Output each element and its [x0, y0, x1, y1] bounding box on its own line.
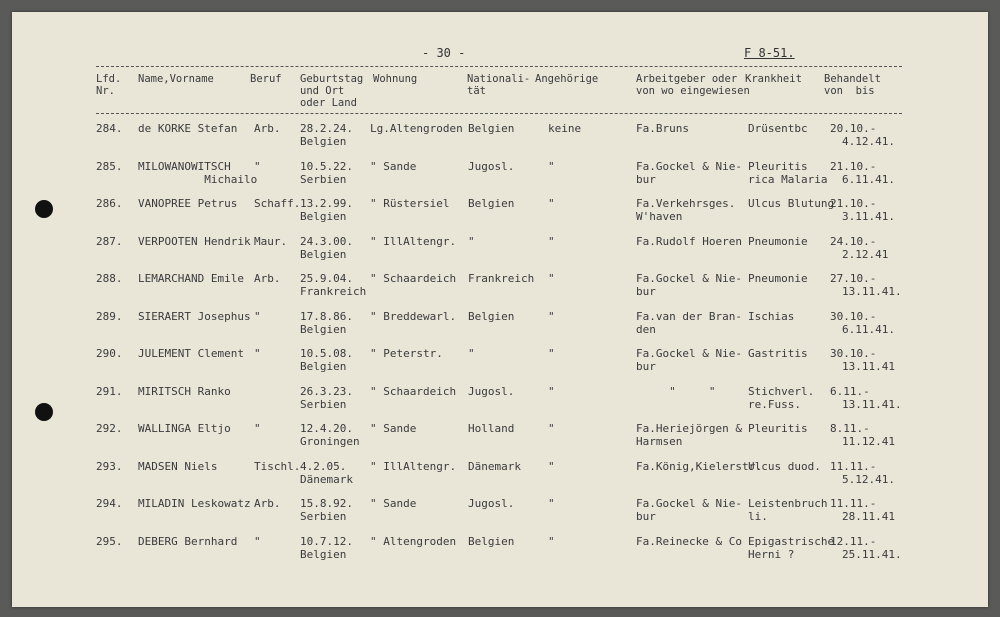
row-number: 289. — [96, 309, 123, 323]
row-nationalitaet: Belgien — [468, 309, 515, 323]
row-behandelt-bis: 13.11.41. — [842, 397, 902, 411]
row-angehoerige: " — [548, 422, 555, 435]
header-lfd-nr: Lfd. Nr. — [96, 73, 122, 97]
row-number: 292. — [96, 422, 123, 435]
row-wohnung: " Schaardeich — [370, 272, 457, 285]
row-wohnung: " Altengroden — [370, 534, 457, 548]
row-number: 285. — [96, 159, 123, 173]
row-nationalitaet: Belgien — [468, 197, 515, 210]
row-beruf: Arb. — [254, 497, 281, 510]
row-number: 286. — [96, 197, 123, 210]
row-geburtstag: 4.2.05. Dänemark — [300, 459, 353, 486]
row-angehoerige: " — [548, 234, 555, 248]
row-behandelt-bis: 5.12.41. — [842, 472, 895, 486]
row-name: DEBERG Bernhard — [138, 534, 238, 548]
row-angehoerige: keine — [548, 122, 582, 135]
row-behandelt-von: 27.10.- — [830, 272, 877, 285]
row-angehoerige: " — [548, 347, 555, 360]
row-arbeitgeber: Fa.Bruns — [636, 122, 689, 135]
row-angehoerige: " — [548, 272, 555, 285]
row-behandelt-bis: 2.12.41 — [842, 247, 889, 261]
row-geburtstag: 12.4.20. Groningen — [300, 422, 360, 448]
row-wohnung: " Peterstr. — [370, 347, 443, 360]
row-geburtstag: 25.9.04. Frankreich — [300, 272, 367, 298]
row-geburtstag: 10.5.08. Belgien — [300, 347, 353, 373]
row-name: MADSEN Niels — [138, 459, 218, 473]
row-number: 291. — [96, 384, 123, 398]
row-name: de KORKE Stefan — [138, 122, 238, 135]
row-angehoerige: " — [548, 459, 555, 473]
row-behandelt-bis: 4.12.41. — [842, 135, 895, 148]
row-angehoerige: " — [548, 197, 555, 210]
row-behandelt-bis: 13.11.41. — [842, 285, 902, 298]
row-nationalitaet: Belgien — [468, 534, 515, 548]
row-krankheit: Epigastrische Herni ? — [748, 534, 835, 561]
row-arbeitgeber: Fa.Gockel & Nie- bur — [636, 497, 742, 523]
page-number: - 30 - — [422, 46, 466, 60]
header-rule-top — [96, 66, 902, 67]
row-wohnung: " IllAltengr. — [370, 234, 457, 248]
row-krankheit: Ulcus Blutung — [748, 197, 835, 210]
row-name: MILOWANOWITSCH Michailo — [138, 159, 258, 186]
row-number: 293. — [96, 459, 123, 473]
header-arbeitgeber: Arbeitgeber oder von wo eingewiesen — [636, 73, 750, 97]
row-number: 294. — [96, 497, 123, 510]
punch-hole — [35, 200, 53, 218]
row-wohnung: " Schaardeich — [370, 384, 457, 398]
row-beruf: " — [254, 422, 261, 435]
row-behandelt-von: 21.10.- — [830, 159, 877, 173]
row-behandelt-von: 6.11.- — [830, 384, 870, 398]
reference-number: F 8-51. — [744, 46, 795, 60]
row-beruf: Tischl. — [254, 459, 301, 473]
row-wohnung: " Breddewarl. — [370, 309, 457, 323]
row-behandelt-von: 8.11.- — [830, 422, 870, 435]
row-nationalitaet: Frankreich — [468, 272, 535, 285]
header-angehoerige: Angehörige — [535, 73, 599, 85]
row-name: VERPOOTEN Hendrik — [138, 234, 251, 248]
row-angehoerige: " — [548, 497, 555, 510]
row-wohnung: Lg.Altengroden — [370, 122, 463, 135]
header-geburtstag: Geburtstag und Ort oder Land — [300, 73, 364, 109]
row-wohnung: " Rüstersiel — [370, 197, 450, 210]
row-krankheit: Stichverl. re.Fuss. — [748, 384, 815, 411]
row-behandelt-bis: 6.11.41. — [842, 322, 895, 336]
header-krankheit: Krankheit — [745, 73, 802, 85]
row-krankheit: Drüsentbc — [748, 122, 808, 135]
row-nationalitaet: Jugosl. — [468, 159, 515, 173]
row-angehoerige: " — [548, 159, 555, 173]
row-wohnung: " Sande — [370, 497, 417, 510]
row-nationalitaet: " — [468, 234, 475, 248]
row-name: WALLINGA Eltjo — [138, 422, 231, 435]
row-behandelt-von: 20.10.- — [830, 122, 877, 135]
row-arbeitgeber: Fa.van der Bran- den — [636, 309, 742, 336]
row-krankheit: Ulcus duod. — [748, 459, 821, 473]
row-nationalitaet: Holland — [468, 422, 515, 435]
row-arbeitgeber: Fa.Rudolf Hoeren — [636, 234, 742, 248]
row-nationalitaet: Jugosl. — [468, 384, 515, 398]
row-beruf: " — [254, 309, 261, 323]
row-geburtstag: 24.3.00. Belgien — [300, 234, 353, 261]
row-wohnung: " IllAltengr. — [370, 459, 457, 473]
row-behandelt-von: 11.11.- — [830, 459, 877, 473]
row-wohnung: " Sande — [370, 159, 417, 173]
row-krankheit: Pleuritis rica Malaria — [748, 159, 828, 186]
row-geburtstag: 10.5.22. Serbien — [300, 159, 353, 186]
row-behandelt-bis: 25.11.41. — [842, 547, 902, 561]
row-beruf: " — [254, 159, 261, 173]
row-krankheit: Pleuritis — [748, 422, 808, 435]
row-angehoerige: " — [548, 534, 555, 548]
row-krankheit: Gastritis — [748, 347, 808, 360]
row-behandelt-von: 24.10.- — [830, 234, 877, 248]
row-wohnung: " Sande — [370, 422, 417, 435]
document-sheet — [12, 12, 988, 607]
row-beruf: Arb. — [254, 122, 281, 135]
row-geburtstag: 10.7.12. Belgien — [300, 534, 353, 561]
row-beruf: Schaff. — [254, 197, 301, 210]
row-krankheit: Pneumonie — [748, 234, 808, 248]
row-behandelt-bis: 28.11.41 — [842, 510, 895, 523]
row-arbeitgeber: Fa.Verkehrsges. W'haven — [636, 197, 736, 223]
row-arbeitgeber: Fa.Gockel & Nie- bur — [636, 159, 742, 186]
row-behandelt-von: 21.10.- — [830, 197, 877, 210]
row-beruf: " — [254, 534, 261, 548]
row-name: MIRITSCH Ranko — [138, 384, 231, 398]
row-number: 287. — [96, 234, 123, 248]
header-wohnung: Wohnung — [373, 73, 418, 85]
row-krankheit: Ischias — [748, 309, 795, 323]
punch-hole — [35, 403, 53, 421]
header-nationalitaet: Nationali- tät — [467, 73, 531, 97]
row-arbeitgeber: Fa.Gockel & Nie- bur — [636, 347, 742, 373]
row-angehoerige: " — [548, 309, 555, 323]
row-geburtstag: 17.8.86. Belgien — [300, 309, 353, 336]
row-behandelt-von: 11.11.- — [830, 497, 877, 510]
row-beruf: Arb. — [254, 272, 281, 285]
row-geburtstag: 15.8.92. Serbien — [300, 497, 353, 523]
row-behandelt-bis: 11.12.41 — [842, 435, 895, 448]
row-name: VANOPREE Petrus — [138, 197, 238, 210]
row-behandelt-von: 30.10.- — [830, 347, 877, 360]
row-geburtstag: 28.2.24. Belgien — [300, 122, 353, 148]
row-arbeitgeber: Fa.Reinecke & Co — [636, 534, 742, 548]
row-geburtstag: 26.3.23. Serbien — [300, 384, 353, 411]
header-beruf: Beruf — [250, 73, 282, 85]
header-name: Name,Vorname — [138, 73, 214, 85]
row-behandelt-von: 30.10.- — [830, 309, 877, 323]
row-number: 288. — [96, 272, 123, 285]
row-number: 284. — [96, 122, 123, 135]
row-krankheit: Pneumonie — [748, 272, 808, 285]
row-behandelt-von: 12.11.- — [830, 534, 877, 548]
row-angehoerige: " — [548, 384, 555, 398]
row-nationalitaet: Jugosl. — [468, 497, 515, 510]
row-number: 295. — [96, 534, 123, 548]
row-arbeitgeber: " " — [636, 384, 716, 398]
row-name: SIERAERT Josephus — [138, 309, 251, 323]
row-arbeitgeber: Fa.Gockel & Nie- bur — [636, 272, 742, 298]
row-behandelt-bis: 6.11.41. — [842, 172, 895, 186]
row-nationalitaet: Dänemark — [468, 459, 521, 473]
row-name: JULEMENT Clement — [138, 347, 244, 360]
row-nationalitaet: " — [468, 347, 475, 360]
row-beruf: Maur. — [254, 234, 288, 248]
row-behandelt-bis: 13.11.41 — [842, 360, 895, 373]
row-geburtstag: 13.2.99. Belgien — [300, 197, 353, 223]
row-arbeitgeber: Fa.König,Kielerstr. — [636, 459, 762, 473]
row-arbeitgeber: Fa.Heriejörgen & Harmsen — [636, 422, 742, 448]
row-behandelt-bis: 3.11.41. — [842, 210, 895, 223]
row-name: MILADIN Leskowatz — [138, 497, 251, 510]
row-name: LEMARCHAND Emile — [138, 272, 244, 285]
row-krankheit: Leistenbruch li. — [748, 497, 828, 523]
header-rule-bottom — [96, 113, 902, 114]
row-number: 290. — [96, 347, 123, 360]
row-nationalitaet: Belgien — [468, 122, 515, 135]
header-behandelt: Behandelt von bis — [824, 73, 881, 97]
row-beruf: " — [254, 347, 261, 360]
